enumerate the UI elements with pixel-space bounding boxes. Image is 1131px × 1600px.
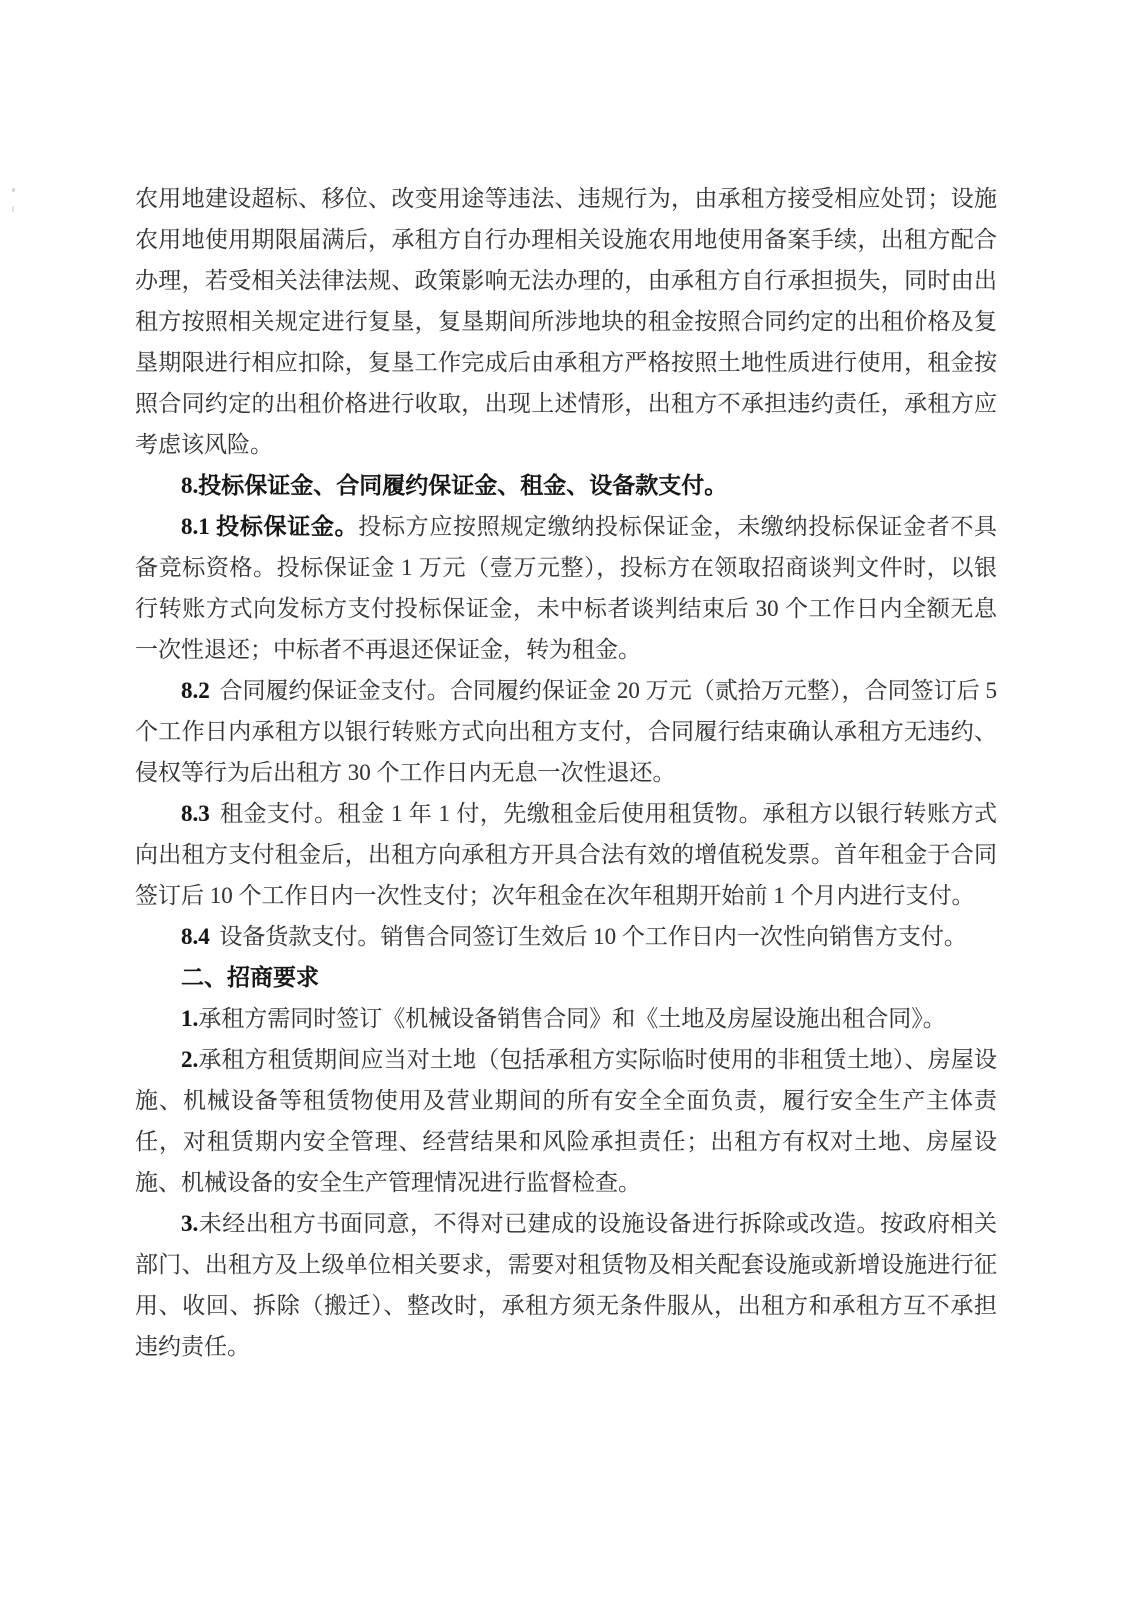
clause-8-3-number: 8.3 bbox=[181, 801, 210, 826]
clause-8-1-text: 投标方应按照规定缴纳投标保证金，未缴纳投标保证金者不具备竞标资格。投标保证金 1 万元（壹万元整），投标方在领取招商谈判文件时，以银行转账方式向发标方支付投标保证金，未中标者谈判结束后 30 个工作日内全额无息一次性退还；中标者不再退还保证金，转为租金。 bbox=[135, 514, 998, 662]
document-content bbox=[135, 178, 997, 1367]
section-8-heading: 8.投标保证金、合同履约保证金、租金、设备款支付。 bbox=[181, 473, 728, 498]
requirement-item-3-number: 3. bbox=[181, 1211, 199, 1236]
clause-8-1 bbox=[135, 506, 997, 670]
clause-8-4-number: 8.4 bbox=[181, 924, 210, 949]
clause-8-4-text: 设备货款支付。销售合同签订生效后 10 个工作日内一次性向销售方支付。 bbox=[219, 924, 967, 949]
requirement-item-3 bbox=[135, 1203, 997, 1367]
clause-8-3 bbox=[135, 793, 997, 916]
requirement-item-1 bbox=[135, 998, 997, 1039]
clause-8-4 bbox=[135, 916, 997, 957]
clause-8-2 bbox=[135, 670, 997, 793]
requirement-item-1-text: 承租方需同时签订《机械设备销售合同》和《土地及房屋设施出租合同》。 bbox=[198, 1006, 946, 1031]
clause-8-1-number: 8.1 投标保证金。 bbox=[181, 514, 359, 539]
clause-8-3-text: 租金支付。租金 1 年 1 付，先缴租金后使用租赁物。承租方以银行转账方式向出租方支付租金后，出租方向承租方开具合法有效的增值税发票。首年租金于合同签订后 10 个工作日内一次性支付；次年租金在次年租期开始前 1 个月内进行支付。 bbox=[135, 801, 997, 908]
clause-8-2-number: 8.2 bbox=[181, 678, 210, 703]
scan-artifact bbox=[10, 188, 16, 214]
clause-8-2-text: 合同履约保证金支付。合同履约保证金 20 万元（贰拾万元整），合同签订后 5 个工作日内承租方以银行转账方式向出租方支付，合同履行结束确认承租方无违约、侵权等行为后出租方 30 个工作日内无息一次性退还。 bbox=[135, 678, 997, 785]
requirement-item-2-text: 承租方租赁期间应当对土地（包括承租方实际临时使用的非租赁土地）、房屋设施、机械设备等租赁物使用及营业期间的所有安全全面负责，履行安全生产主体责任，对租赁期内安全管理、经营结果和风险承担责任；出租方有权对土地、房屋设施、机械设备的安全生产管理情况进行监督检查。 bbox=[135, 1047, 997, 1195]
requirement-item-2-number: 2. bbox=[181, 1047, 199, 1072]
section-2-heading: 二、招商要求 bbox=[181, 965, 319, 990]
requirement-item-2 bbox=[135, 1039, 997, 1203]
requirement-item-1-number: 1. bbox=[181, 1006, 199, 1031]
paragraph-reclamation-continuation: 农用地建设超标、移位、改变用途等违法、违规行为，由承租方接受相应处罚；设施农用地使用期限届满后，承租方自行办理相关设施农用地使用备案手续，出租方配合办理，若受相关法律法规、政策影响无法办理的，由承租方自行承担损失，同时由出租方按照相关规定进行复垦，复垦期间所涉地块的租金按照合同约定的出租价格及复垦期限进行相应扣除，复垦工作完成后由承租方严格按照土地性质进行使用，租金按照合同约定的出租价格进行收取，出现上述情形，出租方不承担违约责任，承租方应考虑该风险。 bbox=[135, 186, 997, 457]
requirement-item-3-text: 未经出租方书面同意，不得对已建成的设施设备进行拆除或改造。按政府相关部门、出租方及上级单位相关要求，需要对租赁物及相关配套设施或新增设施进行征用、收回、拆除（搬迁）、整改时，承租方须无条件服从，出租方和承租方互不承担违约责任。 bbox=[135, 1211, 997, 1359]
